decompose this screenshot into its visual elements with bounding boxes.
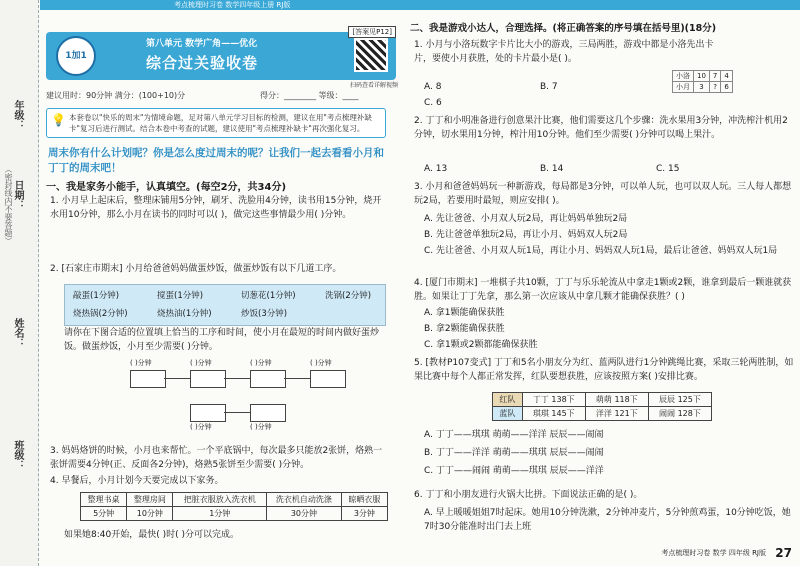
jump-rope-table xyxy=(492,392,712,421)
theme-text: 周末你有什么计划呢？你是怎么度过周末的呢？让我们一起去看看小月和丁丁的周末吧！ xyxy=(48,147,384,174)
player-cell: 洋洋 121下 xyxy=(585,407,648,421)
player-cell: 琪琪 145下 xyxy=(522,407,585,421)
cards-table xyxy=(672,70,733,93)
s2-q6: 6. 丁丁和小朋友进行火锅大比拼。下面说法正确的是( )。 xyxy=(414,490,643,500)
chores-table xyxy=(80,492,388,521)
step-item: 搅蛋(1分钟) xyxy=(157,291,204,301)
team-red: 红队 xyxy=(493,393,523,407)
flow-arrow xyxy=(224,412,250,413)
card-cell: ? xyxy=(709,82,720,93)
card-cell: 小月 xyxy=(673,82,694,93)
s1-q2: 2. [石家庄市期末] 小月给爸爸妈妈做蛋炒饭，做蛋炒饭有以下几道工序。 xyxy=(50,264,342,274)
intro-text: 本套卷以"快乐的周末"为情境命题，足对第八单元学习目标的检测，建议在用"考点梳理补缺卡"复习后进行测试。结合本卷中考查的试题，建议使用"考点梳理补缺卡"再次强化复习。 xyxy=(69,113,372,133)
seal-note: （密封线内不要答题） xyxy=(4,165,13,245)
s2-q2: 2. 丁丁和小明准备进行创意果汁比赛，他们需要这几个步骤：洗水果用3分钟，冲洗榨汁机用2分钟，切水果用1分钟，榨汁用10分钟。他们至少需要( )分钟可以喝上果汁。 xyxy=(414,116,788,140)
s2-q3-option[interactable]: A. 先让爸爸、小月双人玩2局，再让妈妈单独玩2局 xyxy=(424,214,628,224)
s2-q4-option[interactable]: A. 拿1颗能确保获胜 xyxy=(424,308,505,318)
right-column xyxy=(410,12,796,562)
section1-title: 一、我是家务小能手，认真填空。(每空2分，共34分) xyxy=(46,182,287,193)
s1-q1: 1. 小月早上起床后，整理床铺用5分钟，刷牙、洗脸用4分钟，读书用15分钟，烧开水用10分钟，那么小月在读书的同时可以( )，做完这些事情最少用( )分钟。 xyxy=(50,196,382,220)
footer-text: 考点梳理时习卷 数学 四年级 RJ版 xyxy=(661,549,766,557)
flow-arrow xyxy=(284,378,310,379)
s2-q2-option[interactable]: A. 13 xyxy=(424,164,448,174)
flow-arrow xyxy=(164,378,190,379)
card-cell: 10 xyxy=(694,71,710,82)
qr-caption: 扫码查看详解视频 xyxy=(349,82,398,89)
section2-title: 二、我是游戏小达人，合理选择。(将正确答案的序号填在括号里)(18分) xyxy=(410,23,717,34)
s2-q5-option[interactable]: B. 丁丁——洋洋 萌萌——琪琪 辰辰——闹闹 xyxy=(424,448,604,458)
left-column xyxy=(40,12,400,562)
flow-box[interactable] xyxy=(130,370,166,388)
player-cell: 萌萌 118下 xyxy=(585,393,648,407)
time-info: 建议用时：90分钟 满分：(100+10)分 xyxy=(46,91,186,100)
s2-q5: 5. [教材P107变式] 丁丁和5名小朋友分为红、蓝两队进行1分钟跳绳比赛，采取三轮两胜制，如果比赛中每个人都正常发挥，红队要想获胜，应该按照方案( )安排比赛。 xyxy=(414,358,794,382)
chore-head: 整理房间 xyxy=(127,493,173,507)
player-cell: 闹闹 128下 xyxy=(648,407,711,421)
s2-q4: 4. [厦门市期末] 一堆棋子共10颗，丁丁与乐乐轮流从中拿走1颗或2颗，谁拿到最后一颗谁就获胜。如果让丁丁先拿，那么第一次应该从中拿几颗才能确保获胜？( ) xyxy=(414,278,792,302)
chore-time: 30分钟 xyxy=(267,507,342,521)
flow-label: ( )分钟 xyxy=(250,359,272,367)
chore-head: 洗衣机自动洗涤 xyxy=(267,493,342,507)
qr-code-icon xyxy=(354,38,388,72)
s2-q1: 1. 小月与小洛玩数字卡片比大小的游戏，三局两胜，游戏中都是小洛先出卡片，要使小月获胜，处的卡片最小是( )。 xyxy=(414,40,714,64)
s2-q4-option[interactable]: C. 拿1颗或2颗都能确保获胜 xyxy=(424,340,538,350)
name-label: 姓名： xyxy=(12,318,23,348)
step-item: 敲蛋(1分钟) xyxy=(73,291,120,301)
player-cell: 丁丁 138下 xyxy=(522,393,585,407)
s2-q3: 3. 小月和爸爸妈妈玩一种新游戏，每局都是3分钟，可以单人玩，也可以双人玩。三人每人都想玩2局，若要用时最短，则应安排( )。 xyxy=(414,182,792,206)
s2-q4-option[interactable]: B. 拿2颗能确保获胜 xyxy=(424,324,505,334)
top-banner xyxy=(40,0,800,10)
s2-q5-option[interactable]: A. 丁丁——琪琪 萌萌——洋洋 辰辰——闹闹 xyxy=(424,430,604,440)
flow-box[interactable] xyxy=(250,370,286,388)
flow-box[interactable] xyxy=(310,370,346,388)
s2-q5-option[interactable]: C. 丁丁——闹闹 萌萌——琪琪 辰辰——洋洋 xyxy=(424,466,604,476)
page-title: 综合过关验收卷 xyxy=(146,54,259,72)
step-item: 切葱花(1分钟) xyxy=(241,291,296,301)
top-banner-text: 考点梳理时习卷 数学四年级上册 RJ版 xyxy=(174,1,291,9)
bulb-icon: 💡 xyxy=(51,113,66,127)
flow-box[interactable] xyxy=(250,404,286,422)
player-cell: 辰辰 125下 xyxy=(648,393,711,407)
s1-q3: 3. 妈妈烙饼的时候，小月也来帮忙。一个平底锅中，每次最多只能放2张饼，烙熟一张饼需要4分钟(正、反面各2分钟)，烙熟5张饼至少需要( )分钟。 xyxy=(50,446,383,470)
grade-label: 年级： xyxy=(12,100,23,130)
s1-q4: 4. 早餐后，小月计划今天要完成以下家务。 xyxy=(50,476,224,486)
card-cell: 4 xyxy=(721,71,732,82)
brand-logo: 1加1 xyxy=(56,36,96,76)
intro-box xyxy=(46,108,386,138)
unit-title: 第八单元 数学广角——优化 xyxy=(146,39,258,49)
flow-label: ( )分钟 xyxy=(190,359,212,367)
s2-q2-option[interactable]: C. 15 xyxy=(656,164,680,174)
flow-label: ( )分钟 xyxy=(130,359,152,367)
s1-q2b: 请你在下图合适的位置填上恰当的工序和时间，使小月在最短的时间内做好蛋炒饭。做蛋炒饭，小月至少需要( )分钟。 xyxy=(64,328,380,352)
s2-q1-option[interactable]: A. 8 xyxy=(424,82,442,92)
page-number: 27 xyxy=(775,546,792,560)
step-item: 烧热锅(2分钟) xyxy=(73,309,128,319)
team-blue: 蓝队 xyxy=(493,407,523,421)
card-cell: 小洛 xyxy=(673,71,694,82)
flow-box[interactable] xyxy=(190,404,226,422)
chore-head: 晾晒衣服 xyxy=(341,493,387,507)
chore-head: 把脏衣服放入洗衣机 xyxy=(173,493,267,507)
s1-q4b: 如果她8:40开始，最快( )时( )分可以完成。 xyxy=(64,530,239,540)
s2-q3-option[interactable]: B. 先让爸爸单独玩2局，再让小月、妈妈双人玩2局 xyxy=(424,230,628,240)
s2-q2-option[interactable]: B. 14 xyxy=(540,164,564,174)
s2-q6-option[interactable]: A. 早上暖暖姐姐7时起床。她用10分钟洗漱，2分钟冲麦片，5分钟煎鸡蛋，10分钟吃饭，她7时30分能准时出门去上班 xyxy=(424,508,791,532)
s2-q1-option[interactable]: C. 6 xyxy=(424,98,442,108)
chore-time: 3分钟 xyxy=(341,507,387,521)
flow-box[interactable] xyxy=(190,370,226,388)
flow-label: ( )分钟 xyxy=(250,423,272,431)
flow-label: ( )分钟 xyxy=(190,423,212,431)
date-label: 日期： xyxy=(12,180,23,210)
s2-q1-option[interactable]: B. 7 xyxy=(540,82,558,92)
step-item: 洗锅(2分钟) xyxy=(325,291,372,301)
card-cell: 6 xyxy=(721,82,732,93)
chore-time: 1分钟 xyxy=(173,507,267,521)
card-cell: 3 xyxy=(694,82,710,93)
chore-time: 10分钟 xyxy=(127,507,173,521)
step-item: 炒饭(3分钟) xyxy=(241,309,288,319)
card-cell: 7 xyxy=(709,71,720,82)
steps-box xyxy=(64,284,386,326)
flow-arrow xyxy=(224,378,250,379)
class-label: 班级： xyxy=(12,440,23,470)
flow-label: ( )分钟 xyxy=(310,359,332,367)
s2-q3-option[interactable]: C. 先让爸爸、小月双人玩1局，再让小月、妈妈双人玩1局，最后让爸爸、妈妈双人玩1局 xyxy=(424,246,778,256)
score-info: 得分：________ 等级：____ xyxy=(260,91,359,100)
answer-ref: [答案见P12] xyxy=(348,26,396,38)
title-header xyxy=(46,32,396,80)
chore-head: 整理书桌 xyxy=(81,493,127,507)
binding-strip xyxy=(0,0,39,566)
step-item: 烧热油(1分钟) xyxy=(157,309,212,319)
chore-time: 5分钟 xyxy=(81,507,127,521)
